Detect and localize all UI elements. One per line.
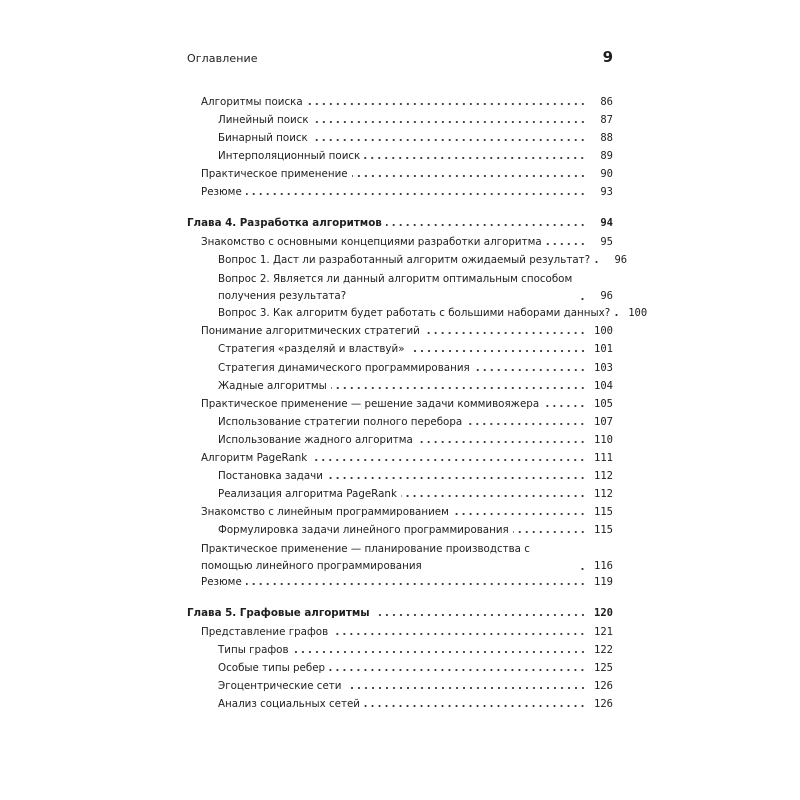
toc-entry-title: Практическое применение — планирование производства с помощью линейного программирования (201, 543, 530, 572)
toc-entry-page: 95 (600, 236, 613, 248)
toc-entry (201, 541, 613, 575)
toc-entry-page: 110 (594, 434, 613, 446)
dot-leader (466, 422, 586, 426)
dot-leader (546, 242, 586, 246)
toc-entry-page: 122 (594, 644, 613, 656)
dot-leader (409, 349, 587, 353)
toc-entry-title: Линейный поиск (218, 114, 309, 126)
toc-entry (201, 323, 613, 339)
page-number: 9 (602, 48, 613, 66)
dot-leader (329, 668, 586, 672)
toc-entry-title: Бинарный поиск (218, 132, 308, 144)
toc-entry (218, 468, 613, 484)
dot-leader (313, 120, 586, 124)
toc-entry-page: 90 (600, 168, 613, 180)
toc-entry-page: 115 (594, 506, 613, 518)
dot-leader (614, 313, 620, 317)
toc-entry-title: Алгоритмы поиска (201, 96, 303, 108)
toc-entry-page: 116 (594, 560, 613, 572)
toc-entry-page: 126 (594, 698, 613, 710)
dot-leader (331, 386, 586, 390)
toc-entry (218, 112, 613, 128)
toc-entry-page: 121 (594, 626, 613, 638)
toc-entry-title: Вопрос 2. Является ли данный алгоритм оптимальным способом получения результата? (218, 273, 573, 302)
dot-leader (364, 156, 586, 160)
dot-leader (246, 192, 586, 196)
toc-entry-title: Глава 5. Графовые алгоритмы (187, 607, 370, 619)
toc-entry-title: Глава 4. Разработка алгоритмов (187, 217, 382, 229)
toc-entry (218, 486, 613, 502)
toc-entry-title: Стратегия «разделяй и властвуй» (218, 343, 405, 355)
toc-entry (218, 432, 613, 448)
toc-entry (201, 624, 613, 640)
toc-entry (218, 271, 613, 305)
dot-leader (327, 476, 586, 480)
toc-entry (201, 184, 613, 200)
toc-entry (218, 678, 613, 694)
toc-entry (201, 94, 613, 110)
toc-entry-page: 119 (594, 576, 613, 588)
dot-leader (246, 582, 586, 586)
toc-entry (218, 341, 613, 357)
toc-entry-page: 86 (600, 96, 613, 108)
toc-entry-title: Вопрос 1. Даст ли разработанный алгоритм ожидаемый результат? (218, 254, 591, 266)
toc-entry (201, 504, 613, 520)
toc-entry-title: Практическое применение — решение задачи коммивояжера (201, 398, 540, 410)
dot-leader (474, 368, 586, 372)
dot-leader (332, 632, 586, 636)
toc-entry-page: 88 (600, 132, 613, 144)
toc-entry-page: 96 (614, 254, 628, 266)
toc-entry (218, 642, 613, 658)
dot-leader (311, 458, 586, 462)
toc-entry-title: Алгоритм PageRank (201, 452, 308, 464)
toc-entry-title: Формулировка задачи линейного программирования (218, 524, 509, 536)
dot-leader (401, 494, 586, 498)
toc-entry-page: 93 (600, 186, 613, 198)
toc-entry-page: 103 (594, 362, 613, 374)
toc-entry (218, 378, 613, 394)
dot-leader (374, 613, 586, 617)
toc-chapter-entry (187, 605, 613, 621)
toc-entry (201, 166, 613, 182)
toc-entry-page: 96 (600, 290, 613, 302)
toc-entry (218, 522, 613, 538)
toc-entry-title: Знакомство с основными концепциями разработки алгоритма (201, 236, 542, 248)
toc-entry-title: Резюме (201, 576, 242, 588)
toc-entry (201, 450, 613, 466)
toc-entry-title: Представление графов (201, 626, 329, 638)
toc-entry-page: 87 (600, 114, 613, 126)
dot-leader (346, 686, 587, 690)
toc-entry-title: Стратегия динамического программирования (218, 362, 470, 374)
toc-entry-page: 112 (594, 488, 613, 500)
toc-entry-page: 101 (594, 343, 613, 355)
dot-leader (513, 530, 586, 534)
toc-entry-page: 111 (594, 452, 613, 464)
toc-entry (218, 414, 613, 430)
toc-entry-page: 105 (594, 398, 613, 410)
toc-entry-page: 115 (594, 524, 613, 536)
toc-chapter-entry (187, 215, 613, 231)
toc-entry-title: Использование стратегии полного перебора (218, 416, 463, 428)
dot-leader (594, 260, 600, 264)
dot-leader (577, 567, 586, 571)
dot-leader (580, 297, 586, 301)
toc-entry-title: Практическое применение (201, 168, 348, 180)
toc-entry-page: 100 (628, 307, 648, 319)
toc-entry-title: Вопрос 3. Как алгоритм будет работать с большими наборами данных? (218, 307, 611, 319)
toc-entry-page: 89 (600, 150, 613, 162)
toc-entry (218, 696, 613, 712)
toc-entry (201, 396, 613, 412)
dot-leader (386, 223, 586, 227)
dot-leader (424, 331, 586, 335)
dot-leader (307, 102, 586, 106)
page-header (187, 48, 615, 72)
toc-entry (218, 148, 613, 164)
toc-entry-title: Типы графов (218, 644, 289, 656)
toc-entry (201, 234, 613, 250)
toc-entry (218, 660, 613, 676)
toc-entry-title: Реализация алгоритма PageRank (218, 488, 397, 500)
toc-entry-title: Знакомство с линейным программированием (201, 506, 449, 518)
running-title: Оглавление (187, 52, 258, 65)
dot-leader (453, 512, 586, 516)
toc-entry-page: 107 (594, 416, 613, 428)
toc-entry-title: Использование жадного алгоритма (218, 434, 413, 446)
toc-entry-title: Особые типы ребер (218, 662, 326, 674)
toc-entry-page: 126 (594, 680, 613, 692)
toc-entry-page: 100 (594, 325, 613, 337)
dot-leader (364, 704, 586, 708)
toc-entry-page: 104 (594, 380, 613, 392)
toc-entry-title: Жадные алгоритмы (218, 380, 327, 392)
toc-entry-title: Эгоцентрические сети (218, 680, 342, 692)
toc-entry (218, 305, 648, 321)
toc-entry (201, 574, 613, 590)
toc-entry (218, 360, 613, 376)
toc-entry-page: 125 (594, 662, 613, 674)
dot-leader (417, 440, 586, 444)
dot-leader (293, 650, 586, 654)
toc-entry-title: Постановка задачи (218, 470, 323, 482)
toc-entry-page: 112 (594, 470, 613, 482)
dot-leader (312, 138, 586, 142)
dot-leader (543, 404, 586, 408)
toc-entry-title: Понимание алгоритмических стратегий (201, 325, 420, 337)
toc-entry-page: 120 (594, 607, 613, 619)
toc-entry (218, 252, 628, 268)
toc-entry-page: 94 (600, 217, 613, 229)
toc-entry-title: Интерполяционный поиск (218, 150, 361, 162)
toc-entry (218, 130, 613, 146)
toc-entry-title: Резюме (201, 186, 242, 198)
dot-leader (352, 174, 586, 178)
toc-entry-title: Анализ социальных сетей (218, 698, 360, 710)
